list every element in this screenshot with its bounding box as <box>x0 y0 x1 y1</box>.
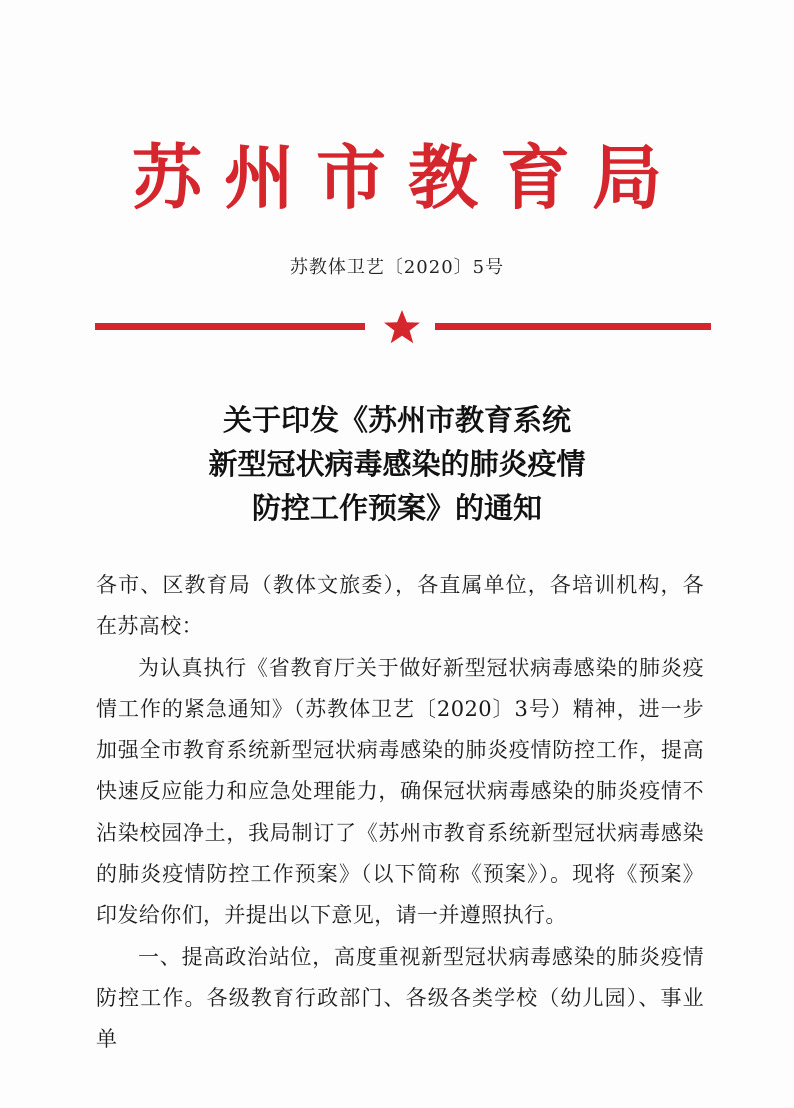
document-body <box>96 565 704 1061</box>
title-line: 防控工作预案》的通知 <box>251 491 542 525</box>
red-divider <box>95 309 711 345</box>
divider-line-left <box>95 323 365 330</box>
document-title <box>0 398 794 530</box>
divider-line-right <box>435 323 711 330</box>
red-star-icon <box>380 309 424 345</box>
title-line: 关于印发《苏州市教育系统 <box>222 403 571 437</box>
body-paragraph: 为认真执行《省教育厅关于做好新型冠状病毒感染的肺炎疫情工作的紧急通知》（苏教体卫艺〔2020〕3号）精神，进一步加强全市教育系统新型冠状病毒感染的肺炎疫情防控工作，提高快速反应能力和应急处理能力，确保冠状病毒感染的肺炎疫情不沾染校园净土，我局制订了《苏州市教育系统新型冠状病毒感染的肺炎疫情防控工作预案》（以下简称《预案》）。现将《预案》印发给你们，并提出以下意见，请一并遵照执行。 <box>96 655 704 928</box>
document-number: 苏教体卫艺〔2020〕5号 <box>289 257 505 278</box>
salutation: 各市、区教育局（教体文旅委），各直属单位，各培训机构，各在苏高校： <box>96 573 704 639</box>
body-paragraph: 一、提高政治站位，高度重视新型冠状病毒感染的肺炎疫情防控工作。各级教育行政部门、各级各类学校（幼儿园）、事业单 <box>96 944 704 1052</box>
title-line: 新型冠状病毒感染的肺炎疫情 <box>208 447 586 481</box>
organization-header: 苏州市教育局 <box>132 136 684 219</box>
